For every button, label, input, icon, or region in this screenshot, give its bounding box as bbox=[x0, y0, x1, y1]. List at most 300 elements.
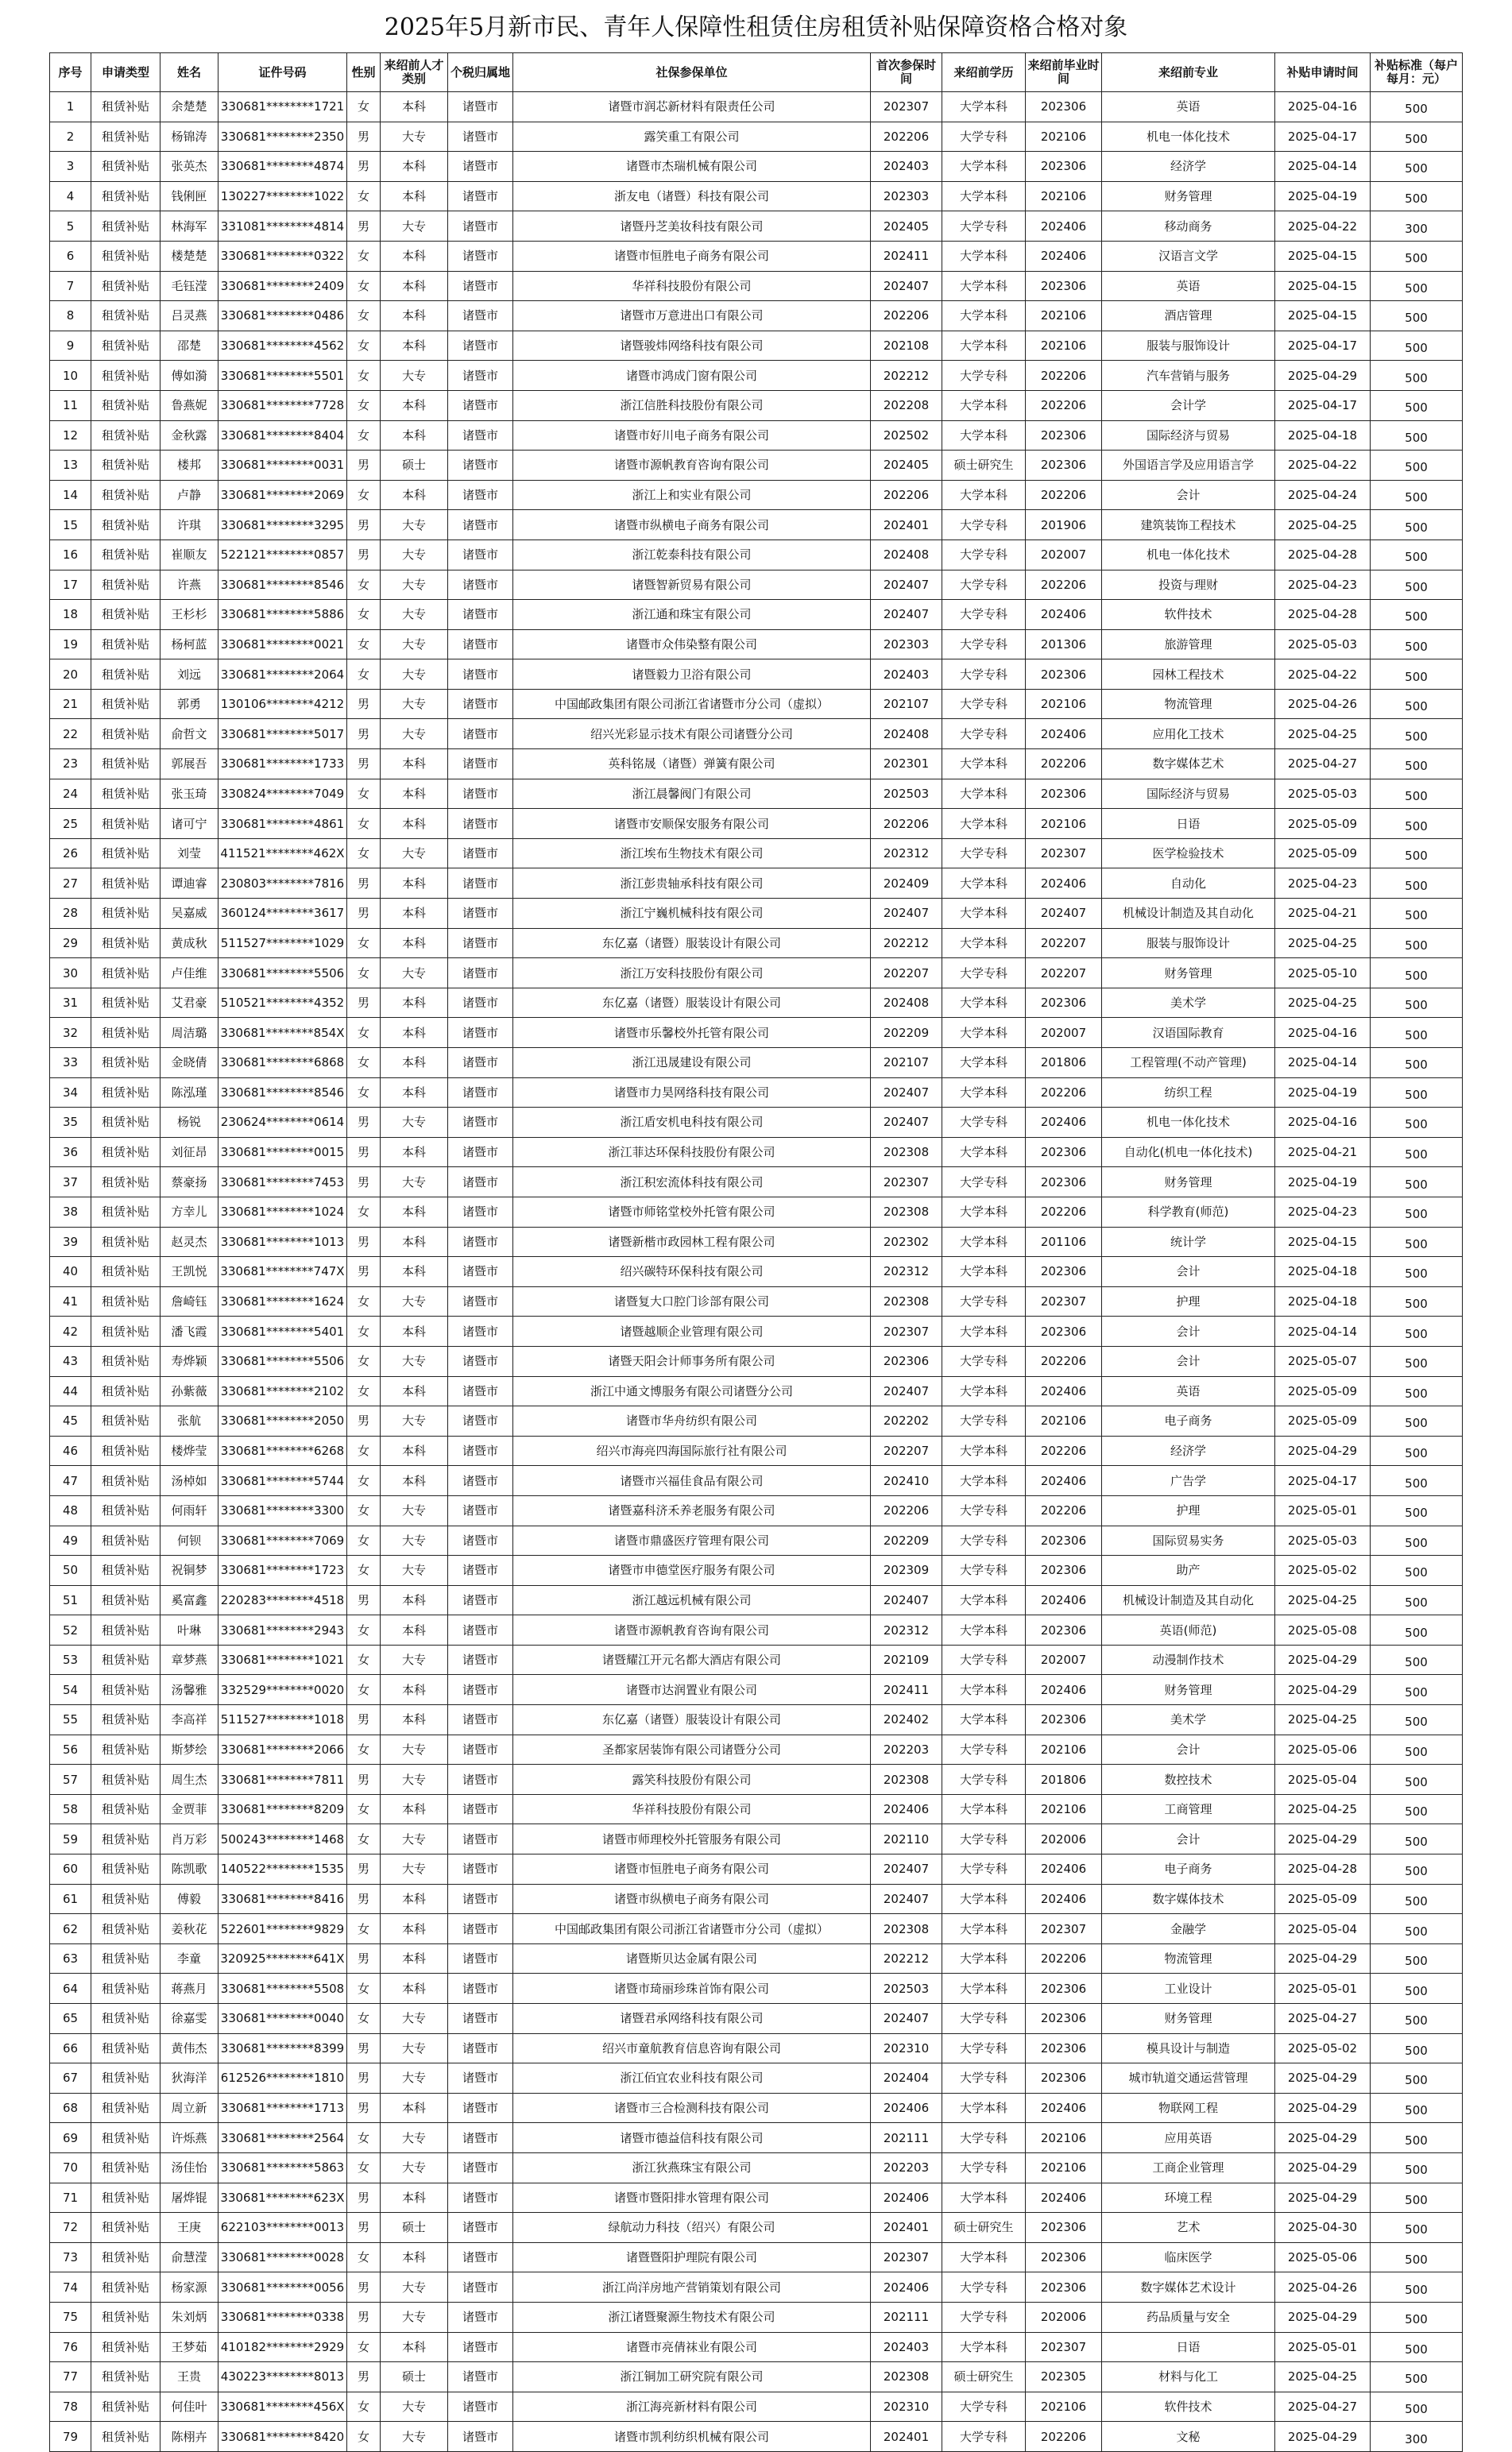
cell-graduation-date: 202406 bbox=[1026, 868, 1102, 899]
cell-index: 13 bbox=[50, 451, 91, 481]
cell-social-security-unit: 诸暨天阳会计师事务所有限公司 bbox=[513, 1346, 871, 1376]
cell-graduation-date: 202406 bbox=[1026, 1675, 1102, 1705]
cell-apply-type: 租赁补贴 bbox=[91, 1495, 160, 1526]
cell-social-security-unit: 中国邮政集团有限公司浙江省诸暨市分公司（虚拟） bbox=[513, 689, 871, 719]
cell-graduation-date: 202406 bbox=[1026, 719, 1102, 749]
cell-apply-type: 租赁补贴 bbox=[91, 1615, 160, 1646]
cell-talent-category: 大专 bbox=[381, 540, 448, 570]
cell-graduation-date: 202306 bbox=[1026, 1526, 1102, 1556]
cell-apply-date: 2025-04-25 bbox=[1275, 1585, 1371, 1615]
cell-index: 77 bbox=[50, 2362, 91, 2392]
cell-name: 傅如漪 bbox=[160, 361, 218, 391]
cell-major: 医学检验技术 bbox=[1102, 838, 1275, 868]
cell-graduation-date: 202007 bbox=[1026, 1018, 1102, 1048]
cell-name: 黄伟杰 bbox=[160, 2033, 218, 2063]
cell-graduation-date: 202306 bbox=[1026, 271, 1102, 301]
cell-tax-location: 诸暨市 bbox=[448, 1556, 513, 1586]
cell-name: 蒋燕月 bbox=[160, 1974, 218, 2004]
cell-subsidy-standard: 500 bbox=[1371, 2123, 1463, 2153]
cell-talent-category: 大专 bbox=[381, 1167, 448, 1197]
cell-social-security-unit: 浙江通和珠宝有限公司 bbox=[513, 600, 871, 630]
cell-graduation-date: 202306 bbox=[1026, 1167, 1102, 1197]
cell-first-insured-date: 202502 bbox=[871, 420, 942, 451]
cell-gender: 男 bbox=[347, 1257, 381, 1287]
cell-subsidy-standard: 500 bbox=[1371, 1526, 1463, 1556]
cell-subsidy-standard: 500 bbox=[1371, 629, 1463, 659]
cell-apply-date: 2025-04-14 bbox=[1275, 152, 1371, 182]
cell-apply-date: 2025-04-15 bbox=[1275, 301, 1371, 331]
cell-name: 章梦燕 bbox=[160, 1645, 218, 1675]
cell-major: 经济学 bbox=[1102, 152, 1275, 182]
cell-tax-location: 诸暨市 bbox=[448, 749, 513, 779]
cell-apply-date: 2025-05-04 bbox=[1275, 1914, 1371, 1944]
cell-education: 大学专科 bbox=[942, 719, 1026, 749]
cell-tax-location: 诸暨市 bbox=[448, 92, 513, 122]
cell-apply-date: 2025-04-28 bbox=[1275, 540, 1371, 570]
table-row bbox=[50, 480, 1463, 510]
cell-social-security-unit: 浙江菲达环保科技股份有限公司 bbox=[513, 1137, 871, 1167]
cell-education: 大学专科 bbox=[942, 838, 1026, 868]
cell-major: 数字媒体艺术设计 bbox=[1102, 2272, 1275, 2303]
cell-graduation-date: 202306 bbox=[1026, 1615, 1102, 1646]
cell-subsidy-standard: 500 bbox=[1371, 181, 1463, 211]
cell-social-security-unit: 诸暨市乐馨校外托管有限公司 bbox=[513, 1018, 871, 1048]
cell-graduation-date: 201306 bbox=[1026, 629, 1102, 659]
table-row bbox=[50, 958, 1463, 988]
cell-tax-location: 诸暨市 bbox=[448, 1974, 513, 2004]
cell-first-insured-date: 202407 bbox=[871, 899, 942, 929]
cell-gender: 女 bbox=[347, 241, 381, 271]
cell-id-number: 330681********1723 bbox=[218, 1556, 347, 1586]
cell-name: 许烁燕 bbox=[160, 2123, 218, 2153]
cell-talent-category: 本科 bbox=[381, 1077, 448, 1108]
cell-graduation-date: 202106 bbox=[1026, 1735, 1102, 1765]
cell-id-number: 330681********1624 bbox=[218, 1286, 347, 1317]
cell-apply-date: 2025-05-01 bbox=[1275, 1495, 1371, 1526]
cell-first-insured-date: 202409 bbox=[871, 868, 942, 899]
cell-id-number: 330681********5401 bbox=[218, 1317, 347, 1347]
cell-subsidy-standard: 500 bbox=[1371, 2183, 1463, 2213]
cell-social-security-unit: 诸暨市源帆教育咨询有限公司 bbox=[513, 451, 871, 481]
cell-first-insured-date: 202308 bbox=[871, 1137, 942, 1167]
cell-first-insured-date: 202306 bbox=[871, 1346, 942, 1376]
cell-subsidy-standard: 500 bbox=[1371, 1675, 1463, 1705]
cell-apply-date: 2025-04-15 bbox=[1275, 271, 1371, 301]
cell-graduation-date: 202206 bbox=[1026, 749, 1102, 779]
cell-gender: 女 bbox=[347, 2392, 381, 2422]
cell-name: 许燕 bbox=[160, 570, 218, 600]
table-row bbox=[50, 2422, 1463, 2452]
cell-name: 何雨轩 bbox=[160, 1495, 218, 1526]
cell-id-number: 230803********7816 bbox=[218, 868, 347, 899]
cell-tax-location: 诸暨市 bbox=[448, 361, 513, 391]
cell-tax-location: 诸暨市 bbox=[448, 988, 513, 1018]
cell-social-security-unit: 浙江彭贵轴承科技有限公司 bbox=[513, 868, 871, 899]
cell-id-number: 330681********2069 bbox=[218, 480, 347, 510]
cell-apply-type: 租赁补贴 bbox=[91, 510, 160, 540]
cell-apply-type: 租赁补贴 bbox=[91, 719, 160, 749]
cell-social-security-unit: 绍兴市童航教育信息咨询有限公司 bbox=[513, 2033, 871, 2063]
cell-index: 58 bbox=[50, 1794, 91, 1824]
cell-talent-category: 本科 bbox=[381, 301, 448, 331]
cell-education: 大学专科 bbox=[942, 1645, 1026, 1675]
cell-major: 数字媒体艺术 bbox=[1102, 749, 1275, 779]
cell-tax-location: 诸暨市 bbox=[448, 719, 513, 749]
cell-talent-category: 本科 bbox=[381, 152, 448, 182]
cell-education: 大学专科 bbox=[942, 1495, 1026, 1526]
cell-gender: 男 bbox=[347, 1227, 381, 1257]
cell-id-number: 331081********4814 bbox=[218, 211, 347, 242]
cell-name: 王梦茹 bbox=[160, 2332, 218, 2362]
cell-major: 财务管理 bbox=[1102, 181, 1275, 211]
cell-subsidy-standard: 500 bbox=[1371, 988, 1463, 1018]
table-row bbox=[50, 899, 1463, 929]
cell-tax-location: 诸暨市 bbox=[448, 1376, 513, 1406]
cell-graduation-date: 202106 bbox=[1026, 2392, 1102, 2422]
cell-gender: 女 bbox=[347, 629, 381, 659]
cell-apply-type: 租赁补贴 bbox=[91, 958, 160, 988]
cell-subsidy-standard: 500 bbox=[1371, 1108, 1463, 1138]
cell-index: 38 bbox=[50, 1197, 91, 1227]
cell-apply-date: 2025-05-08 bbox=[1275, 1615, 1371, 1646]
cell-subsidy-standard: 500 bbox=[1371, 1346, 1463, 1376]
cell-education: 大学本科 bbox=[942, 1317, 1026, 1347]
cell-social-security-unit: 浙江铜加工研究院有限公司 bbox=[513, 2362, 871, 2392]
cell-apply-date: 2025-05-03 bbox=[1275, 1526, 1371, 1556]
cell-talent-category: 本科 bbox=[381, 2093, 448, 2123]
cell-graduation-date: 202406 bbox=[1026, 1466, 1102, 1496]
cell-social-security-unit: 浙江上和实业有限公司 bbox=[513, 480, 871, 510]
cell-subsidy-standard: 500 bbox=[1371, 1765, 1463, 1795]
cell-name: 吕灵燕 bbox=[160, 301, 218, 331]
cell-subsidy-standard: 500 bbox=[1371, 570, 1463, 600]
cell-index: 37 bbox=[50, 1167, 91, 1197]
cell-education: 大学本科 bbox=[942, 2183, 1026, 2213]
table-row bbox=[50, 390, 1463, 420]
cell-gender: 女 bbox=[347, 480, 381, 510]
cell-tax-location: 诸暨市 bbox=[448, 1495, 513, 1526]
cell-apply-type: 租赁补贴 bbox=[91, 181, 160, 211]
cell-name: 楼烨莹 bbox=[160, 1436, 218, 1466]
cell-name: 艾君豪 bbox=[160, 988, 218, 1018]
cell-id-number: 330681********4562 bbox=[218, 331, 347, 361]
cell-name: 鲁燕妮 bbox=[160, 390, 218, 420]
cell-tax-location: 诸暨市 bbox=[448, 2123, 513, 2153]
cell-education: 大学专科 bbox=[942, 540, 1026, 570]
cell-first-insured-date: 202302 bbox=[871, 1227, 942, 1257]
cell-talent-category: 大专 bbox=[381, 1346, 448, 1376]
cell-major: 汉语言文学 bbox=[1102, 241, 1275, 271]
cell-index: 28 bbox=[50, 899, 91, 929]
cell-id-number: 220283********4518 bbox=[218, 1585, 347, 1615]
cell-apply-type: 租赁补贴 bbox=[91, 689, 160, 719]
cell-apply-type: 租赁补贴 bbox=[91, 1675, 160, 1705]
cell-first-insured-date: 202203 bbox=[871, 1735, 942, 1765]
cell-talent-category: 大专 bbox=[381, 2302, 448, 2332]
table-row bbox=[50, 1257, 1463, 1287]
cell-apply-date: 2025-04-29 bbox=[1275, 2063, 1371, 2094]
cell-education: 大学本科 bbox=[942, 809, 1026, 839]
cell-id-number: 330681********2064 bbox=[218, 659, 347, 690]
table-row bbox=[50, 779, 1463, 809]
cell-index: 79 bbox=[50, 2422, 91, 2452]
cell-subsidy-standard: 500 bbox=[1371, 361, 1463, 391]
cell-subsidy-standard: 500 bbox=[1371, 331, 1463, 361]
cell-apply-type: 租赁补贴 bbox=[91, 1585, 160, 1615]
cell-index: 45 bbox=[50, 1406, 91, 1437]
cell-first-insured-date: 202401 bbox=[871, 2213, 942, 2243]
cell-name: 张英杰 bbox=[160, 152, 218, 182]
cell-index: 23 bbox=[50, 749, 91, 779]
cell-gender: 男 bbox=[347, 1108, 381, 1138]
cell-talent-category: 本科 bbox=[381, 1257, 448, 1287]
cell-subsidy-standard: 500 bbox=[1371, 1495, 1463, 1526]
cell-social-security-unit: 浙江迅晟建设有限公司 bbox=[513, 1048, 871, 1078]
cell-social-security-unit: 诸暨市德益信科技有限公司 bbox=[513, 2123, 871, 2153]
cell-major: 应用英语 bbox=[1102, 2123, 1275, 2153]
cell-major: 机电一体化技术 bbox=[1102, 540, 1275, 570]
cell-name: 斯梦绘 bbox=[160, 1735, 218, 1765]
cell-gender: 男 bbox=[347, 211, 381, 242]
cell-gender: 女 bbox=[347, 659, 381, 690]
cell-name: 张玉琦 bbox=[160, 779, 218, 809]
cell-apply-date: 2025-04-29 bbox=[1275, 1675, 1371, 1705]
table-row bbox=[50, 1794, 1463, 1824]
cell-index: 54 bbox=[50, 1675, 91, 1705]
cell-education: 大学专科 bbox=[942, 689, 1026, 719]
cell-subsidy-standard: 500 bbox=[1371, 2302, 1463, 2332]
table-row bbox=[50, 1585, 1463, 1615]
cell-apply-date: 2025-04-25 bbox=[1275, 2362, 1371, 2392]
cell-major: 药品质量与安全 bbox=[1102, 2302, 1275, 2332]
cell-apply-date: 2025-04-29 bbox=[1275, 361, 1371, 391]
cell-apply-date: 2025-04-25 bbox=[1275, 510, 1371, 540]
cell-index: 50 bbox=[50, 1556, 91, 1586]
cell-education: 大学专科 bbox=[942, 2123, 1026, 2153]
cell-education: 大学本科 bbox=[942, 749, 1026, 779]
cell-first-insured-date: 202308 bbox=[871, 1286, 942, 1317]
cell-first-insured-date: 202403 bbox=[871, 659, 942, 690]
header-col-name: 姓名 bbox=[160, 53, 218, 92]
cell-graduation-date: 202206 bbox=[1026, 1943, 1102, 1974]
cell-gender: 女 bbox=[347, 600, 381, 630]
cell-education: 大学专科 bbox=[942, 2302, 1026, 2332]
cell-subsidy-standard: 500 bbox=[1371, 1824, 1463, 1854]
cell-tax-location: 诸暨市 bbox=[448, 1286, 513, 1317]
cell-gender: 男 bbox=[347, 1854, 381, 1885]
cell-name: 张航 bbox=[160, 1406, 218, 1437]
cell-first-insured-date: 202407 bbox=[871, 1077, 942, 1108]
header-col-apply-date: 补贴申请时间 bbox=[1275, 53, 1371, 92]
cell-social-security-unit: 浙江乾泰科技有限公司 bbox=[513, 540, 871, 570]
cell-education: 大学专科 bbox=[942, 570, 1026, 600]
cell-major: 纺织工程 bbox=[1102, 1077, 1275, 1108]
cell-tax-location: 诸暨市 bbox=[448, 1018, 513, 1048]
cell-id-number: 330681********4874 bbox=[218, 152, 347, 182]
cell-social-security-unit: 诸暨市安顺保安服务有限公司 bbox=[513, 809, 871, 839]
cell-graduation-date: 202306 bbox=[1026, 1705, 1102, 1735]
cell-index: 52 bbox=[50, 1615, 91, 1646]
cell-gender: 女 bbox=[347, 2242, 381, 2272]
cell-talent-category: 本科 bbox=[381, 331, 448, 361]
cell-tax-location: 诸暨市 bbox=[448, 1436, 513, 1466]
cell-education: 大学本科 bbox=[942, 152, 1026, 182]
cell-talent-category: 本科 bbox=[381, 809, 448, 839]
cell-major: 科学教育(师范) bbox=[1102, 1197, 1275, 1227]
cell-name: 金晓倩 bbox=[160, 1048, 218, 1078]
cell-talent-category: 本科 bbox=[381, 1615, 448, 1646]
cell-graduation-date: 202406 bbox=[1026, 1854, 1102, 1885]
cell-gender: 女 bbox=[347, 1286, 381, 1317]
cell-graduation-date: 202306 bbox=[1026, 988, 1102, 1018]
cell-name: 刘征昂 bbox=[160, 1137, 218, 1167]
header-col-education: 来绍前学历 bbox=[942, 53, 1026, 92]
cell-major: 会计 bbox=[1102, 1735, 1275, 1765]
cell-name: 祝铜梦 bbox=[160, 1556, 218, 1586]
cell-talent-category: 大专 bbox=[381, 2422, 448, 2452]
cell-first-insured-date: 202312 bbox=[871, 1257, 942, 1287]
cell-talent-category: 大专 bbox=[381, 1645, 448, 1675]
cell-subsidy-standard: 500 bbox=[1371, 271, 1463, 301]
cell-apply-date: 2025-05-10 bbox=[1275, 958, 1371, 988]
cell-apply-type: 租赁补贴 bbox=[91, 749, 160, 779]
cell-major: 外国语言学及应用语言学 bbox=[1102, 451, 1275, 481]
cell-apply-type: 租赁补贴 bbox=[91, 2063, 160, 2094]
cell-id-number: 330681********0040 bbox=[218, 2004, 347, 2034]
cell-name: 楼楚楚 bbox=[160, 241, 218, 271]
cell-apply-type: 租赁补贴 bbox=[91, 2004, 160, 2034]
cell-tax-location: 诸暨市 bbox=[448, 1406, 513, 1437]
cell-talent-category: 本科 bbox=[381, 1048, 448, 1078]
cell-graduation-date: 202406 bbox=[1026, 2183, 1102, 2213]
document-title: 2025年5月新市民、青年人保障性租赁住房租赁补贴保障资格合格对象 bbox=[384, 14, 1128, 41]
cell-apply-type: 租赁补贴 bbox=[91, 1943, 160, 1974]
cell-education: 大学专科 bbox=[942, 1556, 1026, 1586]
cell-first-insured-date: 202404 bbox=[871, 2063, 942, 2094]
cell-index: 59 bbox=[50, 1824, 91, 1854]
cell-gender: 男 bbox=[347, 540, 381, 570]
cell-gender: 女 bbox=[347, 1317, 381, 1347]
cell-social-security-unit: 诸暨市暨阳排水管理有限公司 bbox=[513, 2183, 871, 2213]
table-row bbox=[50, 988, 1463, 1018]
cell-gender: 男 bbox=[347, 2362, 381, 2392]
cell-id-number: 511527********1029 bbox=[218, 928, 347, 958]
cell-major: 旅游管理 bbox=[1102, 629, 1275, 659]
cell-major: 会计 bbox=[1102, 480, 1275, 510]
cell-name: 赵灵杰 bbox=[160, 1227, 218, 1257]
cell-tax-location: 诸暨市 bbox=[448, 510, 513, 540]
cell-first-insured-date: 202208 bbox=[871, 390, 942, 420]
cell-social-security-unit: 绍兴光彩显示技术有限公司诸暨分公司 bbox=[513, 719, 871, 749]
cell-name: 朱刘炳 bbox=[160, 2302, 218, 2332]
table-row bbox=[50, 2332, 1463, 2362]
cell-major: 自动化(机电一体化技术) bbox=[1102, 1137, 1275, 1167]
cell-first-insured-date: 202405 bbox=[871, 211, 942, 242]
cell-talent-category: 大专 bbox=[381, 570, 448, 600]
cell-education: 大学本科 bbox=[942, 1974, 1026, 2004]
cell-first-insured-date: 202312 bbox=[871, 1615, 942, 1646]
cell-apply-type: 租赁补贴 bbox=[91, 1108, 160, 1138]
cell-major: 助产 bbox=[1102, 1556, 1275, 1586]
cell-index: 43 bbox=[50, 1346, 91, 1376]
cell-first-insured-date: 202109 bbox=[871, 1645, 942, 1675]
cell-index: 78 bbox=[50, 2392, 91, 2422]
cell-gender: 女 bbox=[347, 1974, 381, 2004]
cell-major: 会计 bbox=[1102, 1824, 1275, 1854]
cell-name: 汤棹如 bbox=[160, 1466, 218, 1496]
cell-talent-category: 大专 bbox=[381, 211, 448, 242]
cell-tax-location: 诸暨市 bbox=[448, 301, 513, 331]
cell-apply-date: 2025-04-25 bbox=[1275, 1794, 1371, 1824]
cell-tax-location: 诸暨市 bbox=[448, 629, 513, 659]
cell-apply-date: 2025-05-09 bbox=[1275, 1376, 1371, 1406]
cell-social-security-unit: 诸暨骏炜网络科技有限公司 bbox=[513, 331, 871, 361]
cell-graduation-date: 202406 bbox=[1026, 1376, 1102, 1406]
cell-apply-type: 租赁补贴 bbox=[91, 390, 160, 420]
cell-talent-category: 本科 bbox=[381, 480, 448, 510]
cell-apply-type: 租赁补贴 bbox=[91, 1286, 160, 1317]
cell-talent-category: 本科 bbox=[381, 928, 448, 958]
cell-social-security-unit: 诸暨君承网络科技有限公司 bbox=[513, 2004, 871, 2034]
cell-tax-location: 诸暨市 bbox=[448, 2242, 513, 2272]
cell-index: 71 bbox=[50, 2183, 91, 2213]
cell-apply-date: 2025-04-29 bbox=[1275, 2422, 1371, 2452]
cell-index: 48 bbox=[50, 1495, 91, 1526]
cell-first-insured-date: 202403 bbox=[871, 2332, 942, 2362]
table-row bbox=[50, 2392, 1463, 2422]
cell-first-insured-date: 202207 bbox=[871, 1436, 942, 1466]
cell-subsidy-standard: 500 bbox=[1371, 2362, 1463, 2392]
cell-subsidy-standard: 500 bbox=[1371, 928, 1463, 958]
cell-education: 大学专科 bbox=[942, 1346, 1026, 1376]
cell-education: 大学本科 bbox=[942, 2332, 1026, 2362]
cell-education: 大学本科 bbox=[942, 480, 1026, 510]
cell-talent-category: 大专 bbox=[381, 600, 448, 630]
cell-education: 大学本科 bbox=[942, 1705, 1026, 1735]
cell-talent-category: 本科 bbox=[381, 1914, 448, 1944]
cell-major: 动漫制作技术 bbox=[1102, 1645, 1275, 1675]
cell-apply-date: 2025-04-25 bbox=[1275, 988, 1371, 1018]
table-row bbox=[50, 2183, 1463, 2213]
cell-major: 服装与服饰设计 bbox=[1102, 331, 1275, 361]
cell-talent-category: 本科 bbox=[381, 241, 448, 271]
cell-education: 大学本科 bbox=[942, 301, 1026, 331]
table-row bbox=[50, 2004, 1463, 2034]
cell-apply-date: 2025-05-09 bbox=[1275, 1884, 1371, 1914]
cell-index: 14 bbox=[50, 480, 91, 510]
cell-name: 邵楚 bbox=[160, 331, 218, 361]
cell-apply-date: 2025-04-28 bbox=[1275, 1854, 1371, 1885]
cell-first-insured-date: 202402 bbox=[871, 1705, 942, 1735]
cell-name: 陈泓瑾 bbox=[160, 1077, 218, 1108]
cell-name: 楼邦 bbox=[160, 451, 218, 481]
cell-education: 大学本科 bbox=[942, 1914, 1026, 1944]
table-row bbox=[50, 1556, 1463, 1586]
cell-social-security-unit: 浙江积宏流体科技有限公司 bbox=[513, 1167, 871, 1197]
cell-first-insured-date: 202503 bbox=[871, 779, 942, 809]
cell-id-number: 511527********1018 bbox=[218, 1705, 347, 1735]
cell-index: 10 bbox=[50, 361, 91, 391]
cell-index: 55 bbox=[50, 1705, 91, 1735]
table-row bbox=[50, 928, 1463, 958]
cell-tax-location: 诸暨市 bbox=[448, 331, 513, 361]
cell-subsidy-standard: 500 bbox=[1371, 2332, 1463, 2362]
table-row bbox=[50, 689, 1463, 719]
cell-gender: 男 bbox=[347, 1884, 381, 1914]
cell-first-insured-date: 202206 bbox=[871, 480, 942, 510]
cell-talent-category: 大专 bbox=[381, 510, 448, 540]
table-row bbox=[50, 1048, 1463, 1078]
